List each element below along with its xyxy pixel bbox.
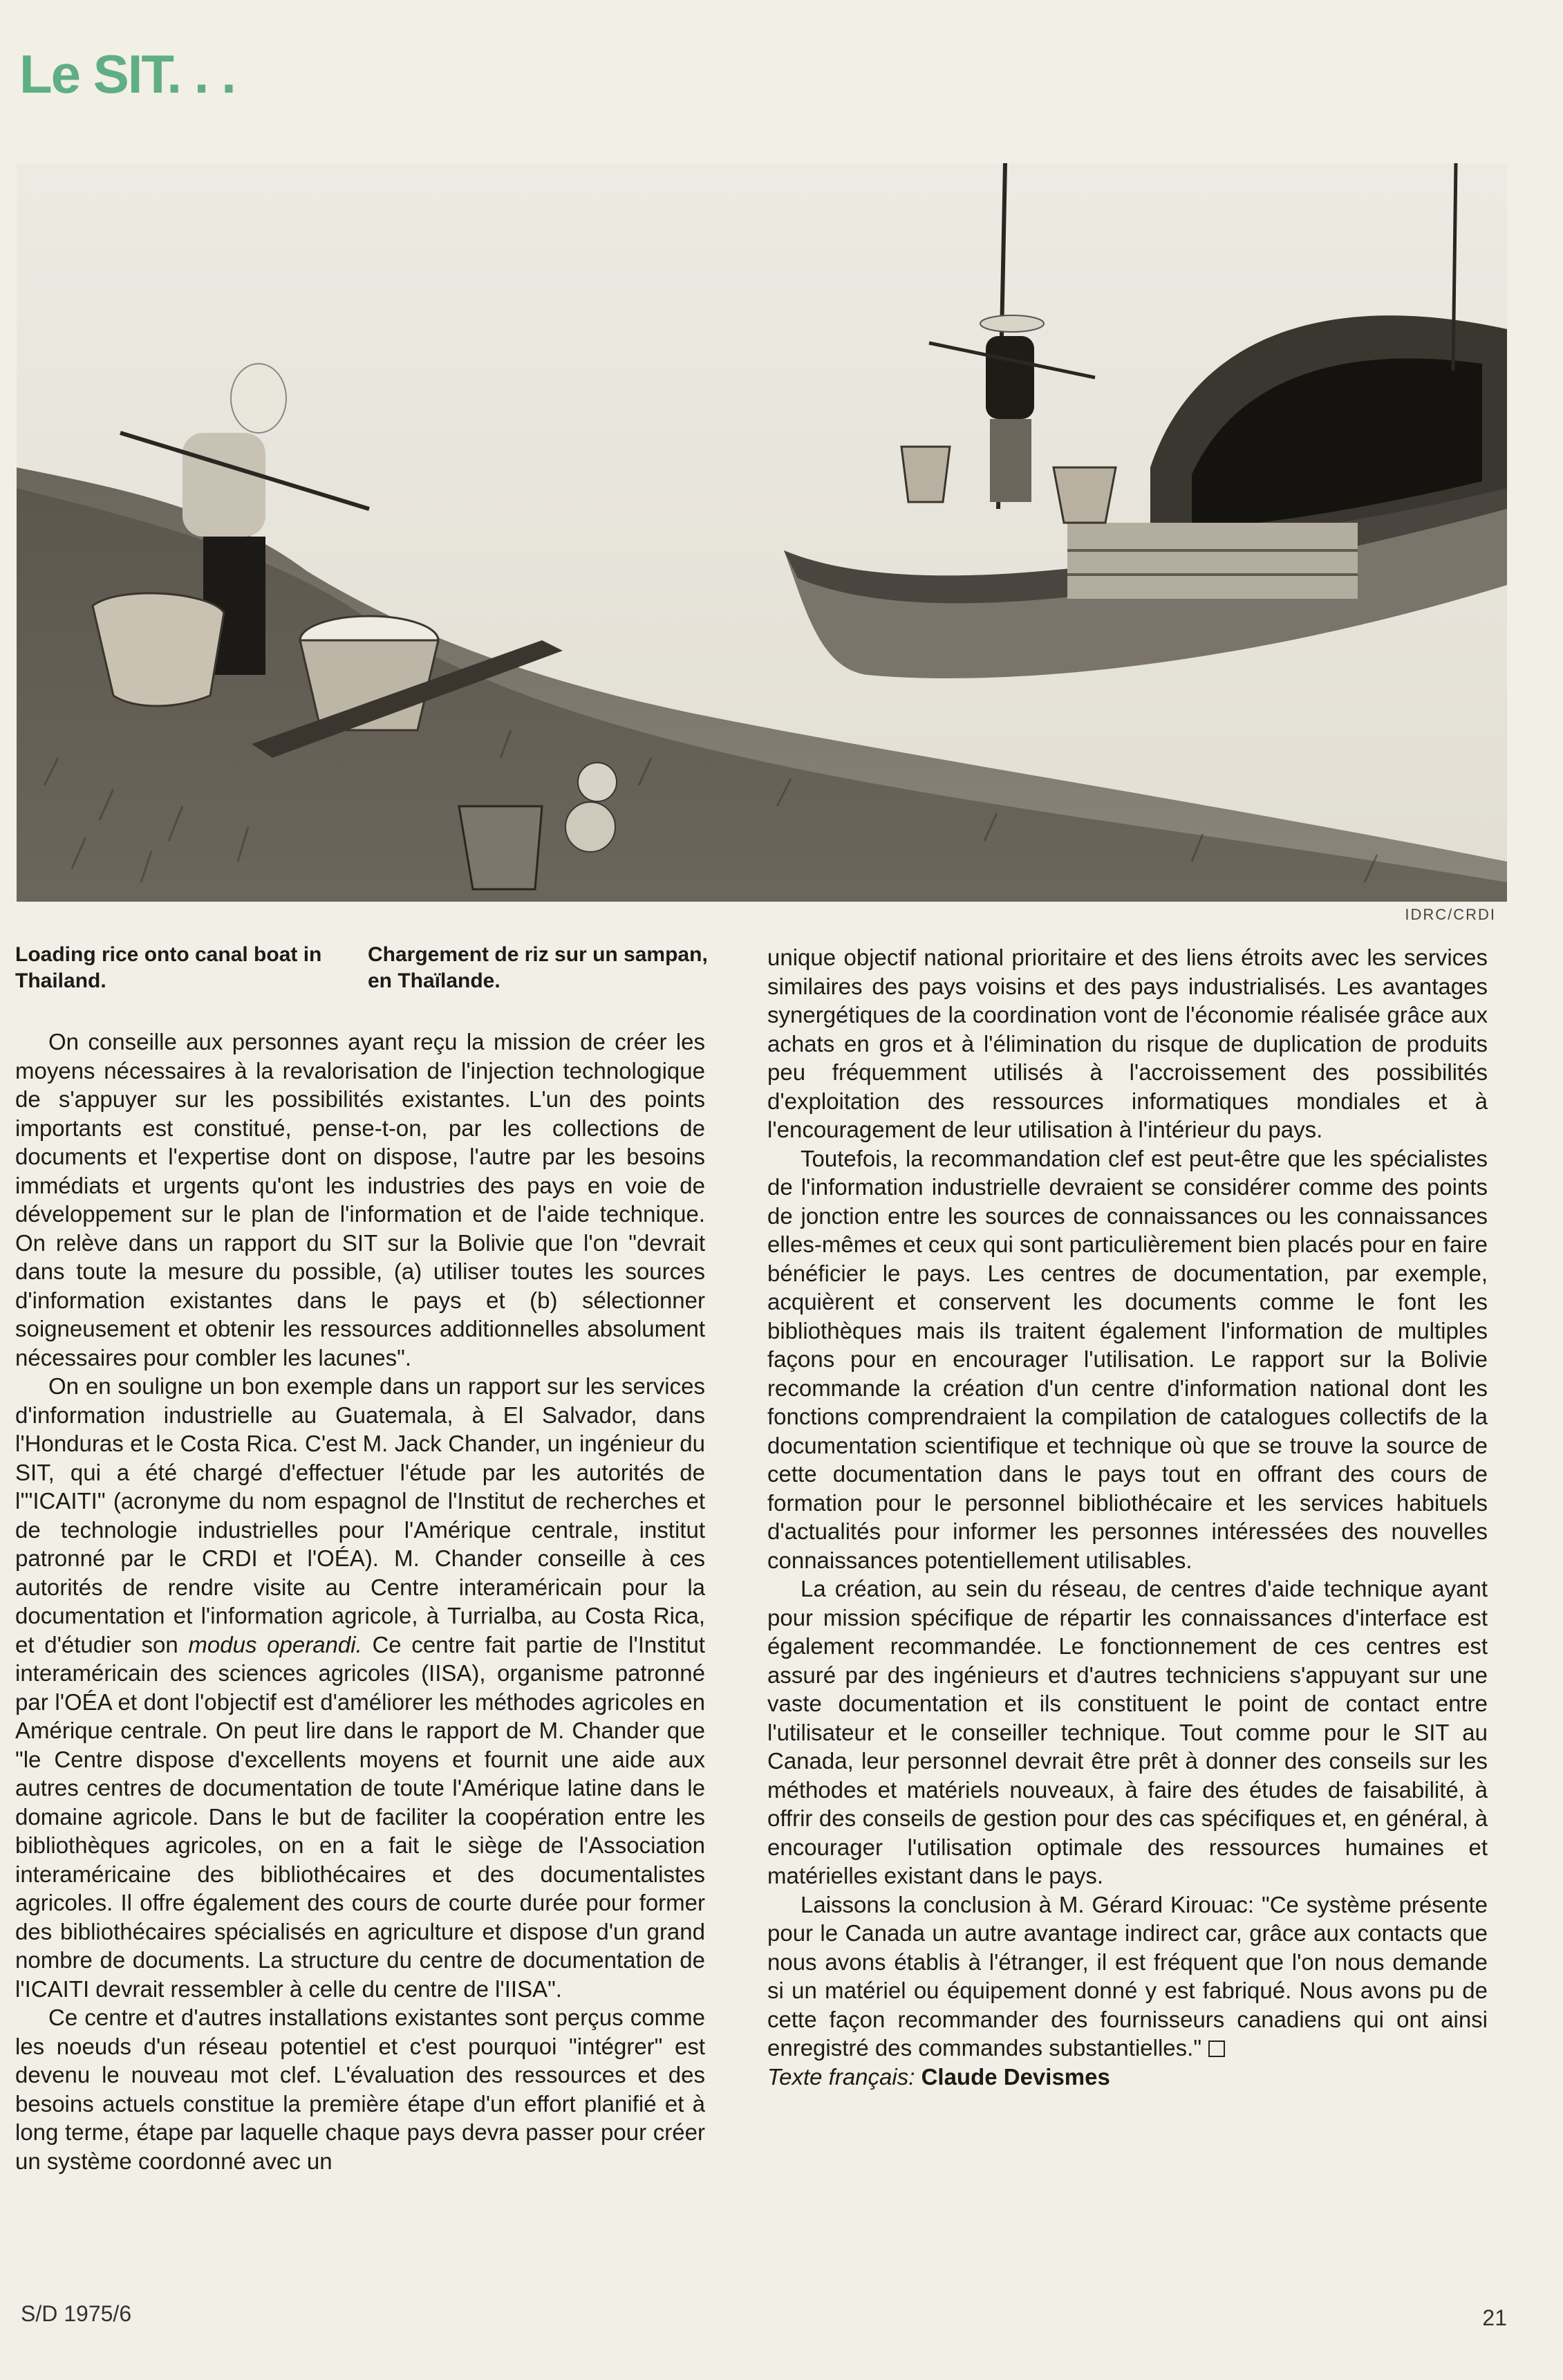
signature-label: Texte français: (767, 2063, 915, 2090)
paragraph: La création, au sein du réseau, de centres d'aide technique ayant pour mission spécifique de répartir les connaissances d'interface est également recommandée. Le fonctionnement de ces centres est assuré par des ingénieurs et d'autres techniciens s'appuyant sur une vaste documentation et ils constituent le point de contact entre l'utilisateur et le conseiller technique. Tout comme pour le SIT au Canada, leur personnel devrait être prêt à donner des conseils sur les méthodes et matériels nouveaux, à faire des études de faisabilité, à offrir des conseils de gestion pour des cas spécifiques et, en général, à encourager l'utilisation optimale des ressources humaines et matérielles existant dans le pays. (767, 1576, 1488, 1888)
issue-number: S/D 1975/6 (21, 2301, 132, 2326)
caption-english: Loading rice onto canal boat in Thailand. (15, 943, 322, 992)
paragraph-text: Ce centre fait partie de l'Institut interaméricain des sciences agricoles (IISA), organisme patronné par l'OÉA et dont l'objectif est d'améliorer les méthodes agricoles en Amérique centrale. On peut lire dans le rapport de M. Chander que "le Centre dispose d'excellents moyens et fournit une aide aux autres centres de documentation de toute l'Amérique latine dans le domaine agricole. Dans le but de faciliter la coopération entre les bibliothèques agricoles, on en a fait le siège de l'Association interaméricaine des bibliothécaires et des documentalistes agricoles. Il offre également des cours de courte durée pour former des bibliothécaires spécialisés en agriculture et dispose d'un grand nombre de documents. La structure du centre de documentation de l'ICAITI devrait ressembler à celle du centre de l'IISA". (15, 1631, 705, 2002)
paragraph-text: On en souligne un bon exemple dans un rapport sur les services d'information industrielle au Guatemala, à El Salvador, dans l'Honduras et le Costa Rica. C'est M. Jack Chander, un ingénieur du SIT, qui a été chargé d'effectuer l'étude par les autorités de l'"ICAITI" (acronyme du nom espagnol de l'Institut de recherches et de technologie industrielles pour l'Amérique centrale, institut patronné par le CRDI et l'OÉA). M. Chander conseille à ces autorités de rendre visite au Centre interaméricain pour la documentation et l'information agricole, à Turrialba, au Costa Rica, et d'étudier son (15, 1373, 705, 1657)
paragraph-text: Laissons la conclusion à M. Gérard Kirouac: "Ce système présente pour le Canada un autre avantage indirect car, grâce aux contacts que nous avons établis à l'étranger, il est fréquent que l'on nous demande si un matériel ou équipement donné y est fabriqué. Nous avons pu de cette façon recommander des fournisseurs canadiens qui ont ainsi enregistré des commandes substantielles." (767, 1891, 1488, 2061)
article-column-left (15, 1028, 705, 2175)
modus-operandi: modus operandi. (188, 1631, 362, 1657)
translation-credit (767, 2063, 1488, 2092)
page-title: Le SIT. . . (19, 44, 235, 104)
end-mark-icon (1208, 2040, 1225, 2057)
paragraph: Ce centre et d'autres installations existantes sont perçus comme les noeuds d'un réseau potentiel et c'est pourquoi "intégrer" est devenu le nouveau mot clef. L'évaluation des ressources et des besoins actuels constitue la première étape d'un effort planifié et à long terme, étape par laquelle chaque pays devra passer pour créer un système coordonné avec un (15, 2005, 705, 2174)
caption-french: Chargement de riz sur un sampan, en Thaïlande. (368, 943, 708, 992)
paragraph: On conseille aux personnes ayant reçu la mission de créer les moyens nécessaires à la revalorisation de l'injection technologique de s'appuyer sur les possibilités existantes. L'un des points importants est constitué, pense-t-on, par les collections de documents et l'expertise dont on dispose, l'autre par les besoins immédiats et urgents qu'ont les industries des pays en voie de développement sur le plan de l'information et de l'aide technique. On relève dans un rapport du SIT sur la Bolivie que l'on "devrait dans toute la mesure du possible, (a) utiliser toutes les sources d'information existantes dans le pays et (b) sélectionner soigneusement et obtenir les ressources additionnelles absolument nécessaires pour combler les lacunes". (15, 1029, 705, 1370)
paragraph (15, 1372, 705, 2003)
photo-credit: IDRC/CRDI (1405, 906, 1496, 923)
page-number: 21 (1482, 2305, 1507, 2330)
photo-illustration (17, 163, 1507, 902)
signature-name: Claude Devismes (921, 2063, 1110, 2090)
paragraph: unique objectif national prioritaire et des liens étroits avec les services similaires des pays voisins et des pays industrialisés. Les avantages synergétiques de la coordination vont de l'économie réalisée grâce aux achats en gros et à l'élimination du risque de duplication de produits peu fréquemment utilisés à l'accroissement des possibilités d'exploitation des ressources informatiques mondiales et à l'encouragement de leur utilisation à l'intérieur du pays. (767, 945, 1488, 1142)
photo-rice-loading (17, 163, 1507, 902)
paragraph (767, 1890, 1488, 2063)
paragraph: Toutefois, la recommandation clef est peut-être que les spécialistes de l'information industrielle devraient se considérer comme des points de jonction entre les sources de connaissances ou les connaissances elles-mêmes et ceux qui sont particulièrement bien placés pour en faire bénéficier le pays. Les centres de documentation, par exemple, acquièrent et conservent les documents comme le font les bibliothèques mais ils traitent également l'information de multiples façons pour en encourager l'utilisation. Le rapport sur la Bolivie recommande la création d'un centre d'information national dont les fonctions comprendraient la compilation de catalogues collectifs de la documentation scientifique et technique où que se trouve la source de cette documentation dans le pays tout en offrant des cours de formation pour le personnel bibliothécaire et les services habituels d'actualités pour informer les personnes intéressées des nouvelles connaissances potentiellement utilisables. (767, 1145, 1488, 1573)
article-column-right (767, 943, 1488, 2091)
